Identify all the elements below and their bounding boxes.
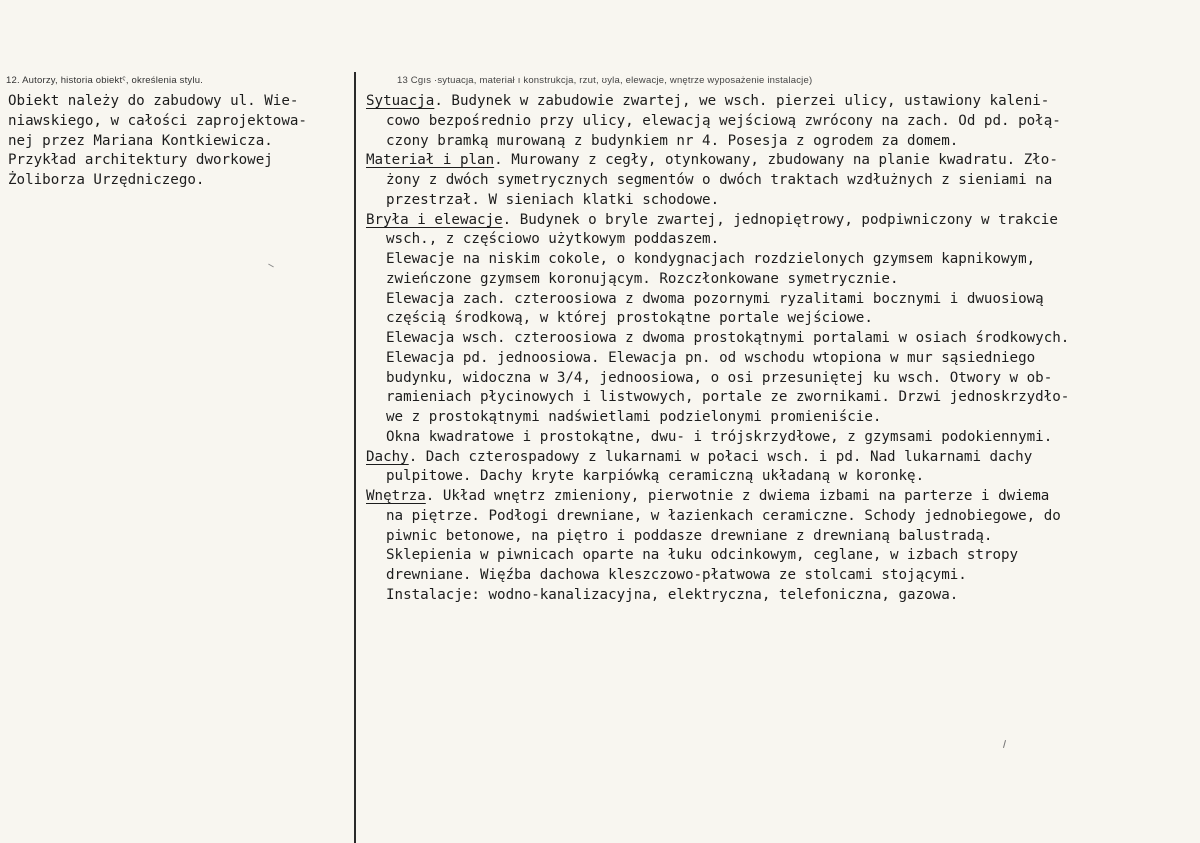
section-label: Bryła i elewacje (366, 211, 503, 228)
line-text: . Budynek o bryle zwartej, jednopiętrowy, podpiwniczony w trakcie (502, 211, 1058, 228)
section-label: Dachy (366, 448, 409, 465)
stray-pen-mark (1003, 740, 1006, 748)
column-divider (354, 72, 356, 843)
section-line (366, 487, 1069, 507)
line-text: zwieńczone gzymsem koronującym. Rozczłonkowane symetrycznie. (386, 270, 899, 287)
line-text: ramieniach płycinowych i listwowych, portale ze zwornikami. Drzwi jednoskrzydło- (386, 389, 1070, 406)
body-line (366, 329, 1069, 349)
body-line (366, 309, 1069, 329)
left-line: Żoliborza Urzędniczego. (8, 172, 205, 188)
line-text: Elewacja wsch. czteroosiowa z dwoma prostokątnymi portalami w osiach środkowych. (386, 330, 1070, 346)
line-text: przestrzał. W sieniach klatki schodowe. (386, 191, 720, 208)
left-column-header: 12. Autorzy, historia obiektˁ, określenia stylu. (6, 75, 204, 86)
body-line (366, 586, 1069, 606)
body-line (366, 250, 1069, 270)
line-text: we z prostokątnymi nadświetlami podzielonymi promieniście. (386, 409, 882, 425)
line-text: pulpitowe. Dachy kryte karpiówką ceramiczną układaną w koronkę. (386, 468, 925, 485)
line-text: . Dach czterospadowy z lukarnami w połaci wsch. i pd. Nad lukarnami dachy (408, 448, 1033, 465)
body-line (366, 191, 1069, 211)
body-line (366, 349, 1069, 369)
body-line (366, 527, 1069, 547)
right-column-text (366, 92, 1069, 606)
body-line (366, 112, 1069, 132)
line-text: Instalacje: wodno-kanalizacyjna, elektryczna, telefoniczna, gazowa. (386, 586, 959, 603)
section-label: Materiał i plan (366, 152, 495, 169)
body-line (366, 290, 1069, 310)
left-line: niawskiego, w całości zaprojektowa- (8, 112, 307, 129)
body-line (366, 408, 1069, 428)
body-line (366, 132, 1069, 152)
section-label: Sytuacja (366, 93, 435, 109)
line-text: Sklepienia w piwnicach oparte na łuku odcinkowym, ceglane, w izbach stropy (386, 547, 1019, 564)
left-line: Obiekt należy do zabudowy ul. Wie- (8, 93, 299, 109)
body-line (366, 467, 1069, 487)
line-text: . Murowany z cegły, otynkowany, zbudowany na planie kwadratu. Zło- (494, 152, 1058, 169)
body-line (366, 388, 1069, 408)
stray-pen-mark (268, 264, 274, 268)
body-line (366, 507, 1069, 527)
body-line (366, 369, 1069, 389)
line-text: cowo bezpośrednio przy ulicy, elewacją wejściową zwrócony na zach. Od pd. połą- (386, 112, 1061, 129)
line-text: piwnic betonowe, na piętro i poddasze drewniane z drewnianą balustradą. (386, 527, 993, 544)
body-line (366, 230, 1069, 250)
section-label: Wnętrza (366, 488, 426, 504)
body-line (366, 566, 1069, 586)
left-column-text (8, 92, 307, 191)
line-text: wsch., z częściowo użytkowym poddaszem. (386, 231, 720, 248)
section-line (366, 151, 1069, 171)
body-line (366, 546, 1069, 566)
line-text: częścią środkową, w której prostokątne portale wejściowe. (386, 310, 873, 327)
section-line (366, 448, 1069, 468)
line-text: Elewacja zach. czteroosiowa z dwoma pozornymi ryzalitami bocznymi i dwuosiową (386, 290, 1044, 307)
section-line (366, 211, 1069, 231)
line-text: budynku, widoczna w 3/4, jednoosiowa, o osi przesuniętej ku wsch. Otwory w ob- (386, 369, 1053, 386)
line-text: . Układ wnętrz zmieniony, pierwotnie z dwiema izbami na parterze i dwiema (425, 488, 1050, 504)
left-line: nej przez Mariana Kontkiewicza. (8, 132, 273, 149)
body-line (366, 428, 1069, 448)
left-line: Przykład architektury dworkowej (8, 152, 273, 169)
line-text: . Budynek w zabudowie zwartej, we wsch. pierzei ulicy, ustawiony kaleni- (434, 93, 1050, 109)
line-text: drewniane. Więźba dachowa kleszczowo-płatwowa ze stolcami stojącymi. (386, 567, 967, 583)
line-text: na piętrze. Podłogi drewniane, w łazienkach ceramiczne. Schody jednobiegowe, do (386, 507, 1061, 524)
line-text: żony z dwóch symetrycznych segmentów o dwóch traktach wzdłużnych z sieniami na (386, 172, 1053, 188)
body-line (366, 270, 1069, 290)
line-text: czony bramką murowaną z budynkiem nr 4. Posesja z ogrodem za domem. (386, 132, 959, 149)
line-text: Elewacja pd. jednoosiowa. Elewacja pn. od wschodu wtopiona w mur sąsiedniego (386, 349, 1036, 366)
section-line (366, 92, 1069, 112)
line-text: Okna kwadratowe i prostokątne, dwu- i trójskrzydłowe, z gzymsami podokiennymi. (386, 428, 1053, 445)
line-text: Elewacje na niskim cokole, o kondygnacjach rozdzielonych gzymsem kapnikowym, (386, 251, 1036, 267)
right-column-header: 13 Cɡıs ·sytuacȷa, materiał ı konstrukcja, rzut, ʊyla, elewacje, wnętrze wyposażenie instalacje) (397, 75, 813, 86)
body-line (366, 171, 1069, 191)
